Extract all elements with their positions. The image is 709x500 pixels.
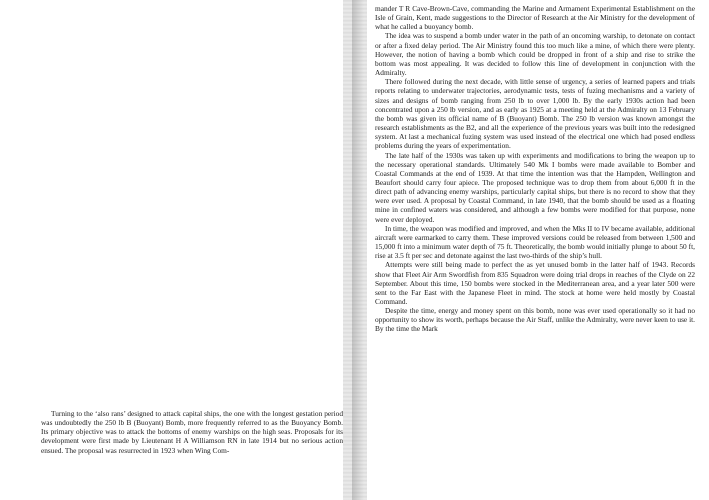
paragraph: The idea was to suspend a bomb under water in the path of an oncoming warship, to detonate on contact or after a fixed delay period. The Air Ministry found this too much like a mine, of which there were plenty. However, the notion of having a bomb which could be dropped in front of a ship and rise to strike the bottom was most appealing. It was decided to follow this line of development in conjunction with the Admiralty. (375, 31, 695, 78)
paragraph: mander T R Cave-Brown-Cave, commanding the Marine and Armament Experimental Establishment on the Isle of Grain, Kent, made suggestions to the Director of Research at the Air Ministry for the development of what he called a buoyancy bomb. (375, 4, 695, 32)
paragraph: The late half of the 1930s was taken up with experiments and modifications to bring the weapon up to the necessary operational standards. Ultimately 540 Mk I bombs were made available to Bomber and Coastal Commands at the end of 1939. At that time the intention was that the Hampden, Wellington and Beaufort should carry four apiece. The proposed technique was to drop them from about 6,000 ft in the direct path of advancing enemy warships, particularly capital ships, but there is no record to show that they were ever used. A proposal by Coastal Command, in late 1940, that the bomb should be used as a floating mine in confined waters was considered, and although a few bombs were modified for that purpose, none were ever deployed. (375, 150, 695, 224)
paragraph: There followed during the next decade, with little sense of urgency, a series of learned papers and trials reports relating to underwater trajectories, aerodynamic tests, tests of fuzing mechanisms and a variety of sizes and designs of bomb ranging from 250 lb to over 1,000 lb. By the early 1930s action had been concentrated upon a 250 lb version, and as early as 1925 at a meeting held at the Admiralty on 13 February the bomb was given its official name of B (Buoyant) Bomb. The 250 lb version was known amongst the research establishments as the B2, and all the experience of the previous years was built into the redesigned system. At last a mechanical fuzing system was used instead of the electrical one which had posed endless problems during the years of experimentation. (375, 77, 695, 151)
left-page-text (41, 409, 343, 455)
left-page (0, 0, 352, 500)
paragraph: Attempts were still being made to perfect the as yet unused bomb in the latter half of 1943. Records show that Fleet Air Arm Swordfish from 835 Squadron were doing trial drops in reaches of the Clyde on 22 September. About this time, 150 bombs were stocked in the Mediterranean area, and a year later 500 were sent to the Far East with the Japanese Fleet in mind. The stock at home were held mostly by Coastal Command. (375, 260, 695, 306)
right-page-text (375, 4, 695, 334)
paragraph: Despite the time, energy and money spent on this bomb, none was ever used operationally so it had no opportunity to show its worth, perhaps because the Air Staff, unlike the Admiralty, were never keen to use it. By the time the Mark (375, 306, 695, 334)
paragraph: Turning to the ‘also rans’ designed to attack capital ships, the one with the longest gestation period was undoubtedly the 250 lb B (Buoyant) Bomb, more frequently referred to as the Buoyancy Bomb. Its primary objective was to attack the bottoms of enemy warships on the high seas. Proposals for its development were first made by Lieutenant H A Williamson RN in late 1914 but no serious action ensued. The proposal was resurrected in 1923 when Wing Com- (41, 409, 343, 455)
paragraph: In time, the weapon was modified and improved, and when the Mks II to IV became available, additional aircraft were earmarked to carry them. These improved versions could be released from between 1,500 and 15,000 ft into a minimum water depth of 75 ft. Theoretically, the bomb would initially plunge to about 50 ft, rise at 3.5 ft per sec and detonate against the last two-thirds of the ship’s hull. (375, 223, 695, 261)
